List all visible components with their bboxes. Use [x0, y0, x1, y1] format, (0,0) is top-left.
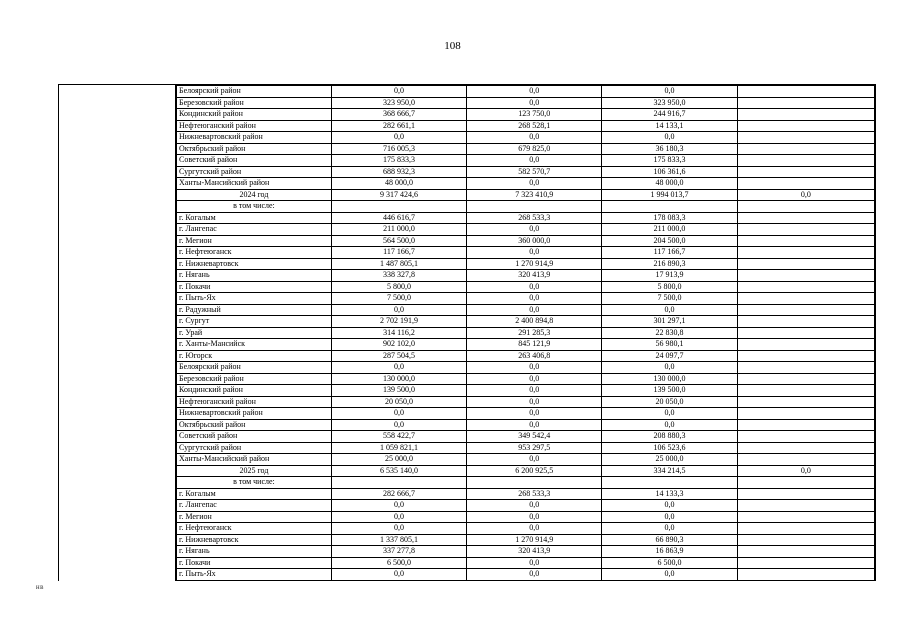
total-cell: 282 666,7 — [331, 488, 466, 500]
regional-cell: 211 000,0 — [602, 224, 737, 236]
other-cell — [737, 373, 874, 385]
other-cell — [737, 235, 874, 247]
federal-cell: 0,0 — [467, 569, 602, 581]
other-cell — [737, 396, 874, 408]
other-cell — [737, 350, 874, 362]
table-row — [177, 132, 875, 144]
federal-cell: 0,0 — [467, 132, 602, 144]
regional-cell: 36 180,3 — [602, 143, 737, 155]
row-name-cell: г. Мегион — [177, 235, 332, 247]
regional-cell: 1 994 013,7 — [602, 189, 737, 201]
other-cell — [737, 431, 874, 443]
total-cell: 117 166,7 — [331, 247, 466, 259]
federal-cell: 0,0 — [467, 385, 602, 397]
row-name-cell: г. Нижневартовск — [177, 534, 332, 546]
row-name-cell: г. Лангепас — [177, 224, 332, 236]
regional-cell: 106 523,6 — [602, 442, 737, 454]
federal-cell: 0,0 — [467, 511, 602, 523]
total-cell: 6 535 140,0 — [331, 465, 466, 477]
row-name-cell: Октябрьский район — [177, 419, 332, 431]
regional-cell: 56 980,1 — [602, 339, 737, 351]
federal-cell: 0,0 — [467, 557, 602, 569]
regional-cell: 334 214,5 — [602, 465, 737, 477]
federal-cell: 1 270 914,9 — [467, 534, 602, 546]
row-name-cell: 2025 год — [177, 465, 332, 477]
total-cell: 25 000,0 — [331, 454, 466, 466]
federal-cell — [467, 477, 602, 489]
other-cell — [737, 419, 874, 431]
total-cell: 688 932,3 — [331, 166, 466, 178]
row-name-cell: г. Пыть-Ях — [177, 293, 332, 305]
table-row — [177, 316, 875, 328]
row-name-cell: г. Лангепас — [177, 500, 332, 512]
row-name-cell: Нефтеюганский район — [177, 120, 332, 132]
federal-cell: 0,0 — [467, 523, 602, 535]
table-row — [177, 546, 875, 558]
other-cell — [737, 477, 874, 489]
total-cell: 139 500,0 — [331, 385, 466, 397]
federal-cell: 0,0 — [467, 408, 602, 420]
regional-cell: 0,0 — [602, 419, 737, 431]
other-cell — [737, 270, 874, 282]
table-row — [177, 396, 875, 408]
footer-mark: HB — [36, 586, 44, 591]
table-row — [177, 166, 875, 178]
regional-cell: 0,0 — [602, 362, 737, 374]
total-cell: 564 500,0 — [331, 235, 466, 247]
other-cell — [737, 201, 874, 213]
total-cell: 5 800,0 — [331, 281, 466, 293]
regional-cell: 130 000,0 — [602, 373, 737, 385]
federal-cell: 6 200 925,5 — [467, 465, 602, 477]
table-row — [177, 327, 875, 339]
other-cell — [737, 247, 874, 259]
row-name-cell: г. Ханты-Мансийск — [177, 339, 332, 351]
table-row — [177, 511, 875, 523]
row-name-cell: г. Нижневартовск — [177, 258, 332, 270]
table-row — [177, 109, 875, 121]
regional-cell: 178 083,3 — [602, 212, 737, 224]
total-cell: 716 005,3 — [331, 143, 466, 155]
merged-left-column — [59, 85, 176, 581]
row-name-cell: Октябрьский район — [177, 143, 332, 155]
other-cell — [737, 143, 874, 155]
row-name-cell: Нефтеюганский район — [177, 396, 332, 408]
table-row — [177, 408, 875, 420]
table-row — [177, 442, 875, 454]
federal-cell: 0,0 — [467, 396, 602, 408]
regional-cell: 244 916,7 — [602, 109, 737, 121]
other-cell — [737, 546, 874, 558]
row-name-cell: Советский район — [177, 431, 332, 443]
table-row — [177, 270, 875, 282]
federal-cell: 291 285,3 — [467, 327, 602, 339]
total-cell: 7 500,0 — [331, 293, 466, 305]
total-cell: 0,0 — [331, 419, 466, 431]
regional-cell: 323 950,0 — [602, 97, 737, 109]
total-cell: 446 616,7 — [331, 212, 466, 224]
table-row — [177, 235, 875, 247]
row-name-cell: Сургутский район — [177, 442, 332, 454]
total-cell: 0,0 — [331, 304, 466, 316]
other-cell — [737, 224, 874, 236]
other-cell — [737, 339, 874, 351]
regional-cell: 0,0 — [602, 511, 737, 523]
table-row — [177, 373, 875, 385]
other-cell — [737, 385, 874, 397]
table-row — [177, 178, 875, 190]
row-name-cell: г. Пыть-Ях — [177, 569, 332, 581]
other-cell: 0,0 — [737, 465, 874, 477]
total-cell: 48 000,0 — [331, 178, 466, 190]
row-name-cell: г. Когалым — [177, 488, 332, 500]
other-cell — [737, 557, 874, 569]
regional-cell: 139 500,0 — [602, 385, 737, 397]
other-cell — [737, 155, 874, 167]
federal-cell: 123 750,0 — [467, 109, 602, 121]
total-cell: 337 277,8 — [331, 546, 466, 558]
total-cell: 314 116,2 — [331, 327, 466, 339]
other-cell — [737, 316, 874, 328]
row-name-cell: г. Нягань — [177, 270, 332, 282]
total-cell: 368 666,7 — [331, 109, 466, 121]
table-row — [177, 120, 875, 132]
federal-cell: 0,0 — [467, 500, 602, 512]
table-row — [177, 534, 875, 546]
row-name-cell: Нижневартовский район — [177, 132, 332, 144]
regional-cell: 0,0 — [602, 523, 737, 535]
row-name-cell: Ханты-Мансийский район — [177, 178, 332, 190]
regional-cell: 0,0 — [602, 408, 737, 420]
other-cell — [737, 511, 874, 523]
total-cell: 323 950,0 — [331, 97, 466, 109]
federal-cell: 0,0 — [467, 178, 602, 190]
table-row — [177, 454, 875, 466]
other-cell — [737, 327, 874, 339]
other-cell — [737, 109, 874, 121]
table-row — [177, 189, 875, 201]
other-cell — [737, 281, 874, 293]
regional-cell: 48 000,0 — [602, 178, 737, 190]
total-cell: 287 504,5 — [331, 350, 466, 362]
row-name-cell: в том числе: — [177, 477, 332, 489]
total-cell: 282 661,1 — [331, 120, 466, 132]
other-cell — [737, 304, 874, 316]
total-cell: 902 102,0 — [331, 339, 466, 351]
federal-cell: 0,0 — [467, 454, 602, 466]
other-cell — [737, 212, 874, 224]
regional-cell: 22 830,8 — [602, 327, 737, 339]
total-cell: 0,0 — [331, 86, 466, 98]
total-cell: 0,0 — [331, 132, 466, 144]
budget-table-body — [177, 86, 875, 581]
regional-cell: 204 500,0 — [602, 235, 737, 247]
total-cell: 0,0 — [331, 523, 466, 535]
regional-cell: 216 890,3 — [602, 258, 737, 270]
federal-cell: 0,0 — [467, 155, 602, 167]
table-row — [177, 86, 875, 98]
federal-cell: 7 323 410,9 — [467, 189, 602, 201]
row-name-cell: г. Покачи — [177, 557, 332, 569]
table-row — [177, 419, 875, 431]
federal-cell: 0,0 — [467, 86, 602, 98]
row-name-cell: Белоярский район — [177, 86, 332, 98]
row-name-cell: Ханты-Мансийский район — [177, 454, 332, 466]
table-row — [177, 304, 875, 316]
federal-cell: 0,0 — [467, 373, 602, 385]
other-cell — [737, 97, 874, 109]
table-row — [177, 143, 875, 155]
row-name-cell: г. Радужный — [177, 304, 332, 316]
row-name-cell: Кондинский район — [177, 109, 332, 121]
other-cell — [737, 488, 874, 500]
other-cell: 0,0 — [737, 189, 874, 201]
federal-cell: 0,0 — [467, 362, 602, 374]
regional-cell: 25 000,0 — [602, 454, 737, 466]
total-cell: 1 059 821,1 — [331, 442, 466, 454]
total-cell: 0,0 — [331, 362, 466, 374]
row-name-cell: г. Нефтеюганск — [177, 247, 332, 259]
total-cell: 211 000,0 — [331, 224, 466, 236]
row-name-cell: Березовский район — [177, 373, 332, 385]
other-cell — [737, 166, 874, 178]
other-cell — [737, 523, 874, 535]
federal-cell: 0,0 — [467, 224, 602, 236]
row-name-cell: Кондинский район — [177, 385, 332, 397]
other-cell — [737, 534, 874, 546]
total-cell: 1 487 805,1 — [331, 258, 466, 270]
regional-cell: 7 500,0 — [602, 293, 737, 305]
federal-cell: 0,0 — [467, 247, 602, 259]
table-row — [177, 212, 875, 224]
table-row — [177, 224, 875, 236]
federal-cell: 0,0 — [467, 293, 602, 305]
regional-cell: 24 097,7 — [602, 350, 737, 362]
total-cell: 0,0 — [331, 511, 466, 523]
row-name-cell: г. Сургут — [177, 316, 332, 328]
regional-cell: 16 863,9 — [602, 546, 737, 558]
total-cell: 20 050,0 — [331, 396, 466, 408]
total-cell: 0,0 — [331, 408, 466, 420]
table-row — [177, 477, 875, 489]
federal-cell: 582 570,7 — [467, 166, 602, 178]
table-row — [177, 281, 875, 293]
table-row — [177, 569, 875, 581]
table-row — [177, 465, 875, 477]
total-cell: 0,0 — [331, 500, 466, 512]
regional-cell: 17 913,9 — [602, 270, 737, 282]
row-name-cell: г. Когалым — [177, 212, 332, 224]
regional-cell: 208 880,3 — [602, 431, 737, 443]
federal-cell — [467, 201, 602, 213]
other-cell — [737, 442, 874, 454]
table-row — [177, 201, 875, 213]
federal-cell: 360 000,0 — [467, 235, 602, 247]
other-cell — [737, 569, 874, 581]
table-row — [177, 258, 875, 270]
regional-cell: 117 166,7 — [602, 247, 737, 259]
federal-cell: 0,0 — [467, 304, 602, 316]
total-cell: 6 500,0 — [331, 557, 466, 569]
regional-cell: 175 833,3 — [602, 155, 737, 167]
federal-cell: 268 533,3 — [467, 212, 602, 224]
row-name-cell: 2024 год — [177, 189, 332, 201]
row-name-cell: г. Нефтеюганск — [177, 523, 332, 535]
table-row — [177, 339, 875, 351]
table-row — [177, 500, 875, 512]
regional-cell: 0,0 — [602, 132, 737, 144]
federal-cell: 263 406,8 — [467, 350, 602, 362]
total-cell: 175 833,3 — [331, 155, 466, 167]
regional-cell: 14 133,3 — [602, 488, 737, 500]
table-row — [177, 350, 875, 362]
regional-cell: 14 133,1 — [602, 120, 737, 132]
federal-cell: 845 121,9 — [467, 339, 602, 351]
page-number: 108 — [444, 40, 461, 52]
federal-cell: 679 825,0 — [467, 143, 602, 155]
regional-cell: 20 050,0 — [602, 396, 737, 408]
federal-cell: 2 400 894,8 — [467, 316, 602, 328]
other-cell — [737, 454, 874, 466]
other-cell — [737, 500, 874, 512]
total-cell: 0,0 — [331, 569, 466, 581]
row-name-cell: г. Покачи — [177, 281, 332, 293]
row-name-cell: Березовский район — [177, 97, 332, 109]
row-name-cell: г. Урай — [177, 327, 332, 339]
regional-cell: 66 890,3 — [602, 534, 737, 546]
other-cell — [737, 86, 874, 98]
regional-cell: 0,0 — [602, 304, 737, 316]
other-cell — [737, 408, 874, 420]
total-cell: 2 702 191,9 — [331, 316, 466, 328]
federal-cell: 1 270 914,9 — [467, 258, 602, 270]
table-row — [177, 293, 875, 305]
federal-cell: 320 413,9 — [467, 270, 602, 282]
regional-cell: 5 800,0 — [602, 281, 737, 293]
row-name-cell: Белоярский район — [177, 362, 332, 374]
federal-cell: 320 413,9 — [467, 546, 602, 558]
table-row — [177, 247, 875, 259]
row-name-cell: г. Нягань — [177, 546, 332, 558]
table-row — [177, 431, 875, 443]
regional-cell: 0,0 — [602, 86, 737, 98]
table-row — [177, 557, 875, 569]
federal-cell: 0,0 — [467, 281, 602, 293]
total-cell — [331, 477, 466, 489]
regional-cell: 0,0 — [602, 500, 737, 512]
budget-table — [176, 85, 875, 581]
other-cell — [737, 258, 874, 270]
table-row — [177, 385, 875, 397]
table-row — [177, 362, 875, 374]
row-name-cell: Сургутский район — [177, 166, 332, 178]
regional-cell: 6 500,0 — [602, 557, 737, 569]
federal-cell: 268 528,1 — [467, 120, 602, 132]
table-row — [177, 97, 875, 109]
other-cell — [737, 178, 874, 190]
row-name-cell: г. Югорск — [177, 350, 332, 362]
table-row — [177, 488, 875, 500]
total-cell: 1 337 805,1 — [331, 534, 466, 546]
row-name-cell: в том числе: — [177, 201, 332, 213]
federal-cell: 349 542,4 — [467, 431, 602, 443]
row-name-cell: Советский район — [177, 155, 332, 167]
regional-cell: 106 361,6 — [602, 166, 737, 178]
table-row — [177, 155, 875, 167]
federal-cell: 953 297,5 — [467, 442, 602, 454]
other-cell — [737, 132, 874, 144]
regional-cell — [602, 201, 737, 213]
row-name-cell: Нижневартовский район — [177, 408, 332, 420]
row-name-cell: г. Мегион — [177, 511, 332, 523]
budget-table-container — [58, 84, 876, 581]
table-row — [177, 523, 875, 535]
regional-cell: 0,0 — [602, 569, 737, 581]
federal-cell: 268 533,3 — [467, 488, 602, 500]
federal-cell: 0,0 — [467, 97, 602, 109]
total-cell: 130 000,0 — [331, 373, 466, 385]
other-cell — [737, 362, 874, 374]
federal-cell: 0,0 — [467, 419, 602, 431]
regional-cell — [602, 477, 737, 489]
regional-cell: 301 297,1 — [602, 316, 737, 328]
other-cell — [737, 120, 874, 132]
total-cell: 338 327,8 — [331, 270, 466, 282]
other-cell — [737, 293, 874, 305]
total-cell: 558 422,7 — [331, 431, 466, 443]
total-cell — [331, 201, 466, 213]
total-cell: 9 317 424,6 — [331, 189, 466, 201]
